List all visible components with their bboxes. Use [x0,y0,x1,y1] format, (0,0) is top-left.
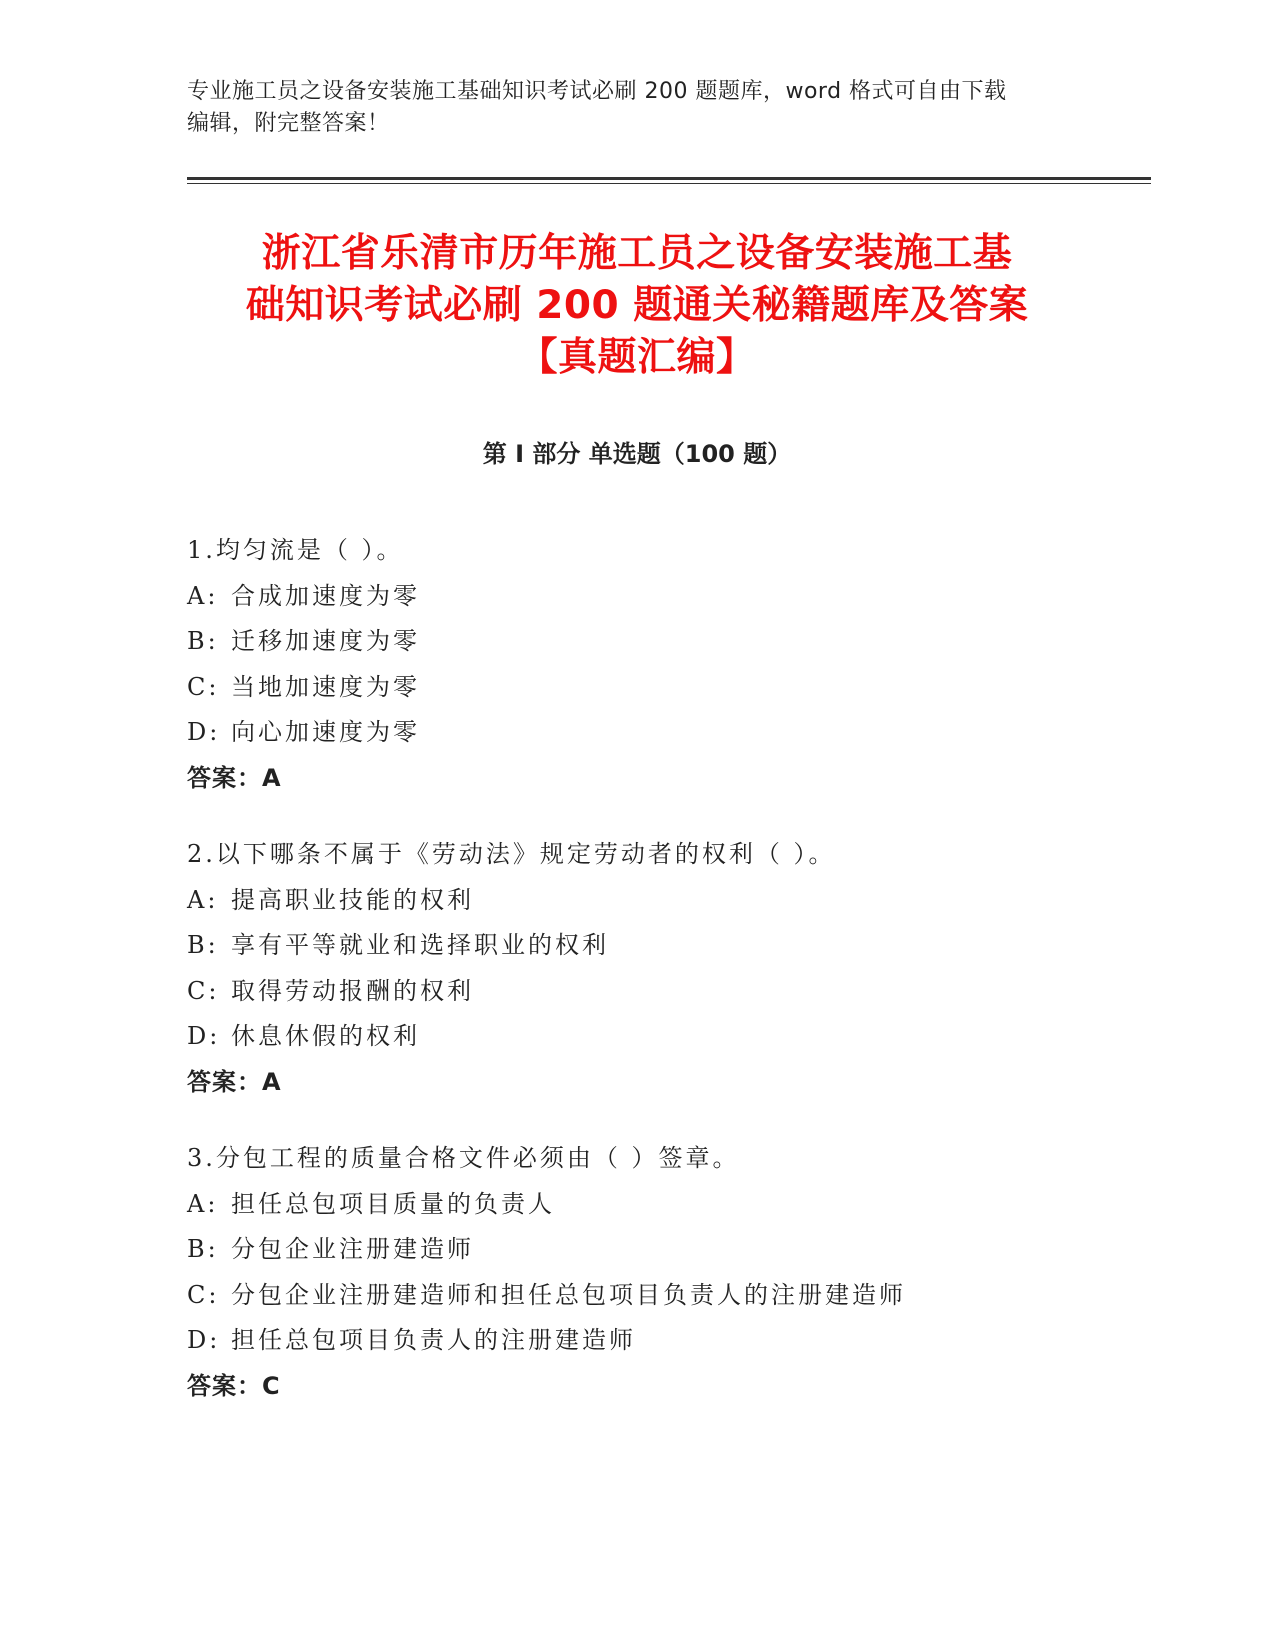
answer: 答案：A [187,1067,282,1096]
option-text: 迁移加速度为零 [231,627,420,655]
option-c [187,969,1147,1015]
question-2 [187,832,1147,1105]
document-title [187,228,1087,384]
option-letter: D: [187,718,221,746]
option-text: 分包企业注册建造师和担任总包项目负责人的注册建造师 [231,1280,906,1309]
option-a [187,878,1147,924]
option-d [187,710,1147,756]
option-letter: B: [187,1235,219,1263]
header-note [187,76,1067,140]
option-text: 担任总包项目质量的负责人 [231,1189,555,1218]
option-text: 享有平等就业和选择职业的权利 [231,931,609,959]
header-note-line-1: 专业施工员之设备安装施工基础知识考试必刷 200 题题库，word 格式可自由下载 [187,79,1007,104]
question-stem: 1.均匀流是（ ）。 [187,536,404,564]
option-b [187,1227,1147,1273]
option-letter: A: [187,1189,219,1218]
option-text: 提高职业技能的权利 [231,885,474,914]
header-divider-thin [187,183,1151,184]
option-a [187,1182,1147,1228]
option-letter: D: [187,1022,221,1050]
option-a [187,574,1147,620]
option-text: 向心加速度为零 [231,718,420,746]
option-b [187,923,1147,969]
option-text: 休息休假的权利 [231,1022,420,1050]
option-text: 担任总包项目负责人的注册建造师 [231,1326,636,1354]
question-list [187,528,1147,1440]
question-3 [187,1136,1147,1409]
option-letter: A: [187,885,219,914]
option-d [187,1318,1147,1364]
option-c [187,665,1147,711]
option-letter: B: [187,627,219,655]
answer: 答案：C [187,1371,281,1400]
document-title-line-2: 础知识考试必刷 200 题通关秘籍题库及答案 [245,283,1029,328]
document-title-line-1: 浙江省乐清市历年施工员之设备安装施工基 [261,231,1013,276]
header-divider-thick [187,177,1151,180]
option-letter: D: [187,1326,221,1354]
option-letter: C: [187,1280,220,1309]
option-b [187,619,1147,665]
option-d [187,1014,1147,1060]
header-note-line-2: 编辑，附完整答案！ [187,111,390,136]
option-text: 合成加速度为零 [231,581,420,610]
option-letter: C: [187,976,220,1005]
question-1 [187,528,1147,801]
option-letter: A: [187,581,219,610]
answer: 答案：A [187,763,282,792]
option-letter: B: [187,931,219,959]
option-letter: C: [187,672,220,701]
question-stem: 3.分包工程的质量合格文件必须由（ ）签章。 [187,1144,740,1172]
document-title-line-3: 【真题汇编】 [518,335,756,380]
option-text: 取得劳动报酬的权利 [231,976,474,1005]
section-title: 第 I 部分 单选题（100 题） [482,440,792,468]
option-text: 分包企业注册建造师 [231,1235,474,1263]
question-stem: 2.以下哪条不属于《劳动法》规定劳动者的权利（ ）。 [187,840,836,868]
option-c [187,1273,1147,1319]
option-text: 当地加速度为零 [231,672,420,701]
